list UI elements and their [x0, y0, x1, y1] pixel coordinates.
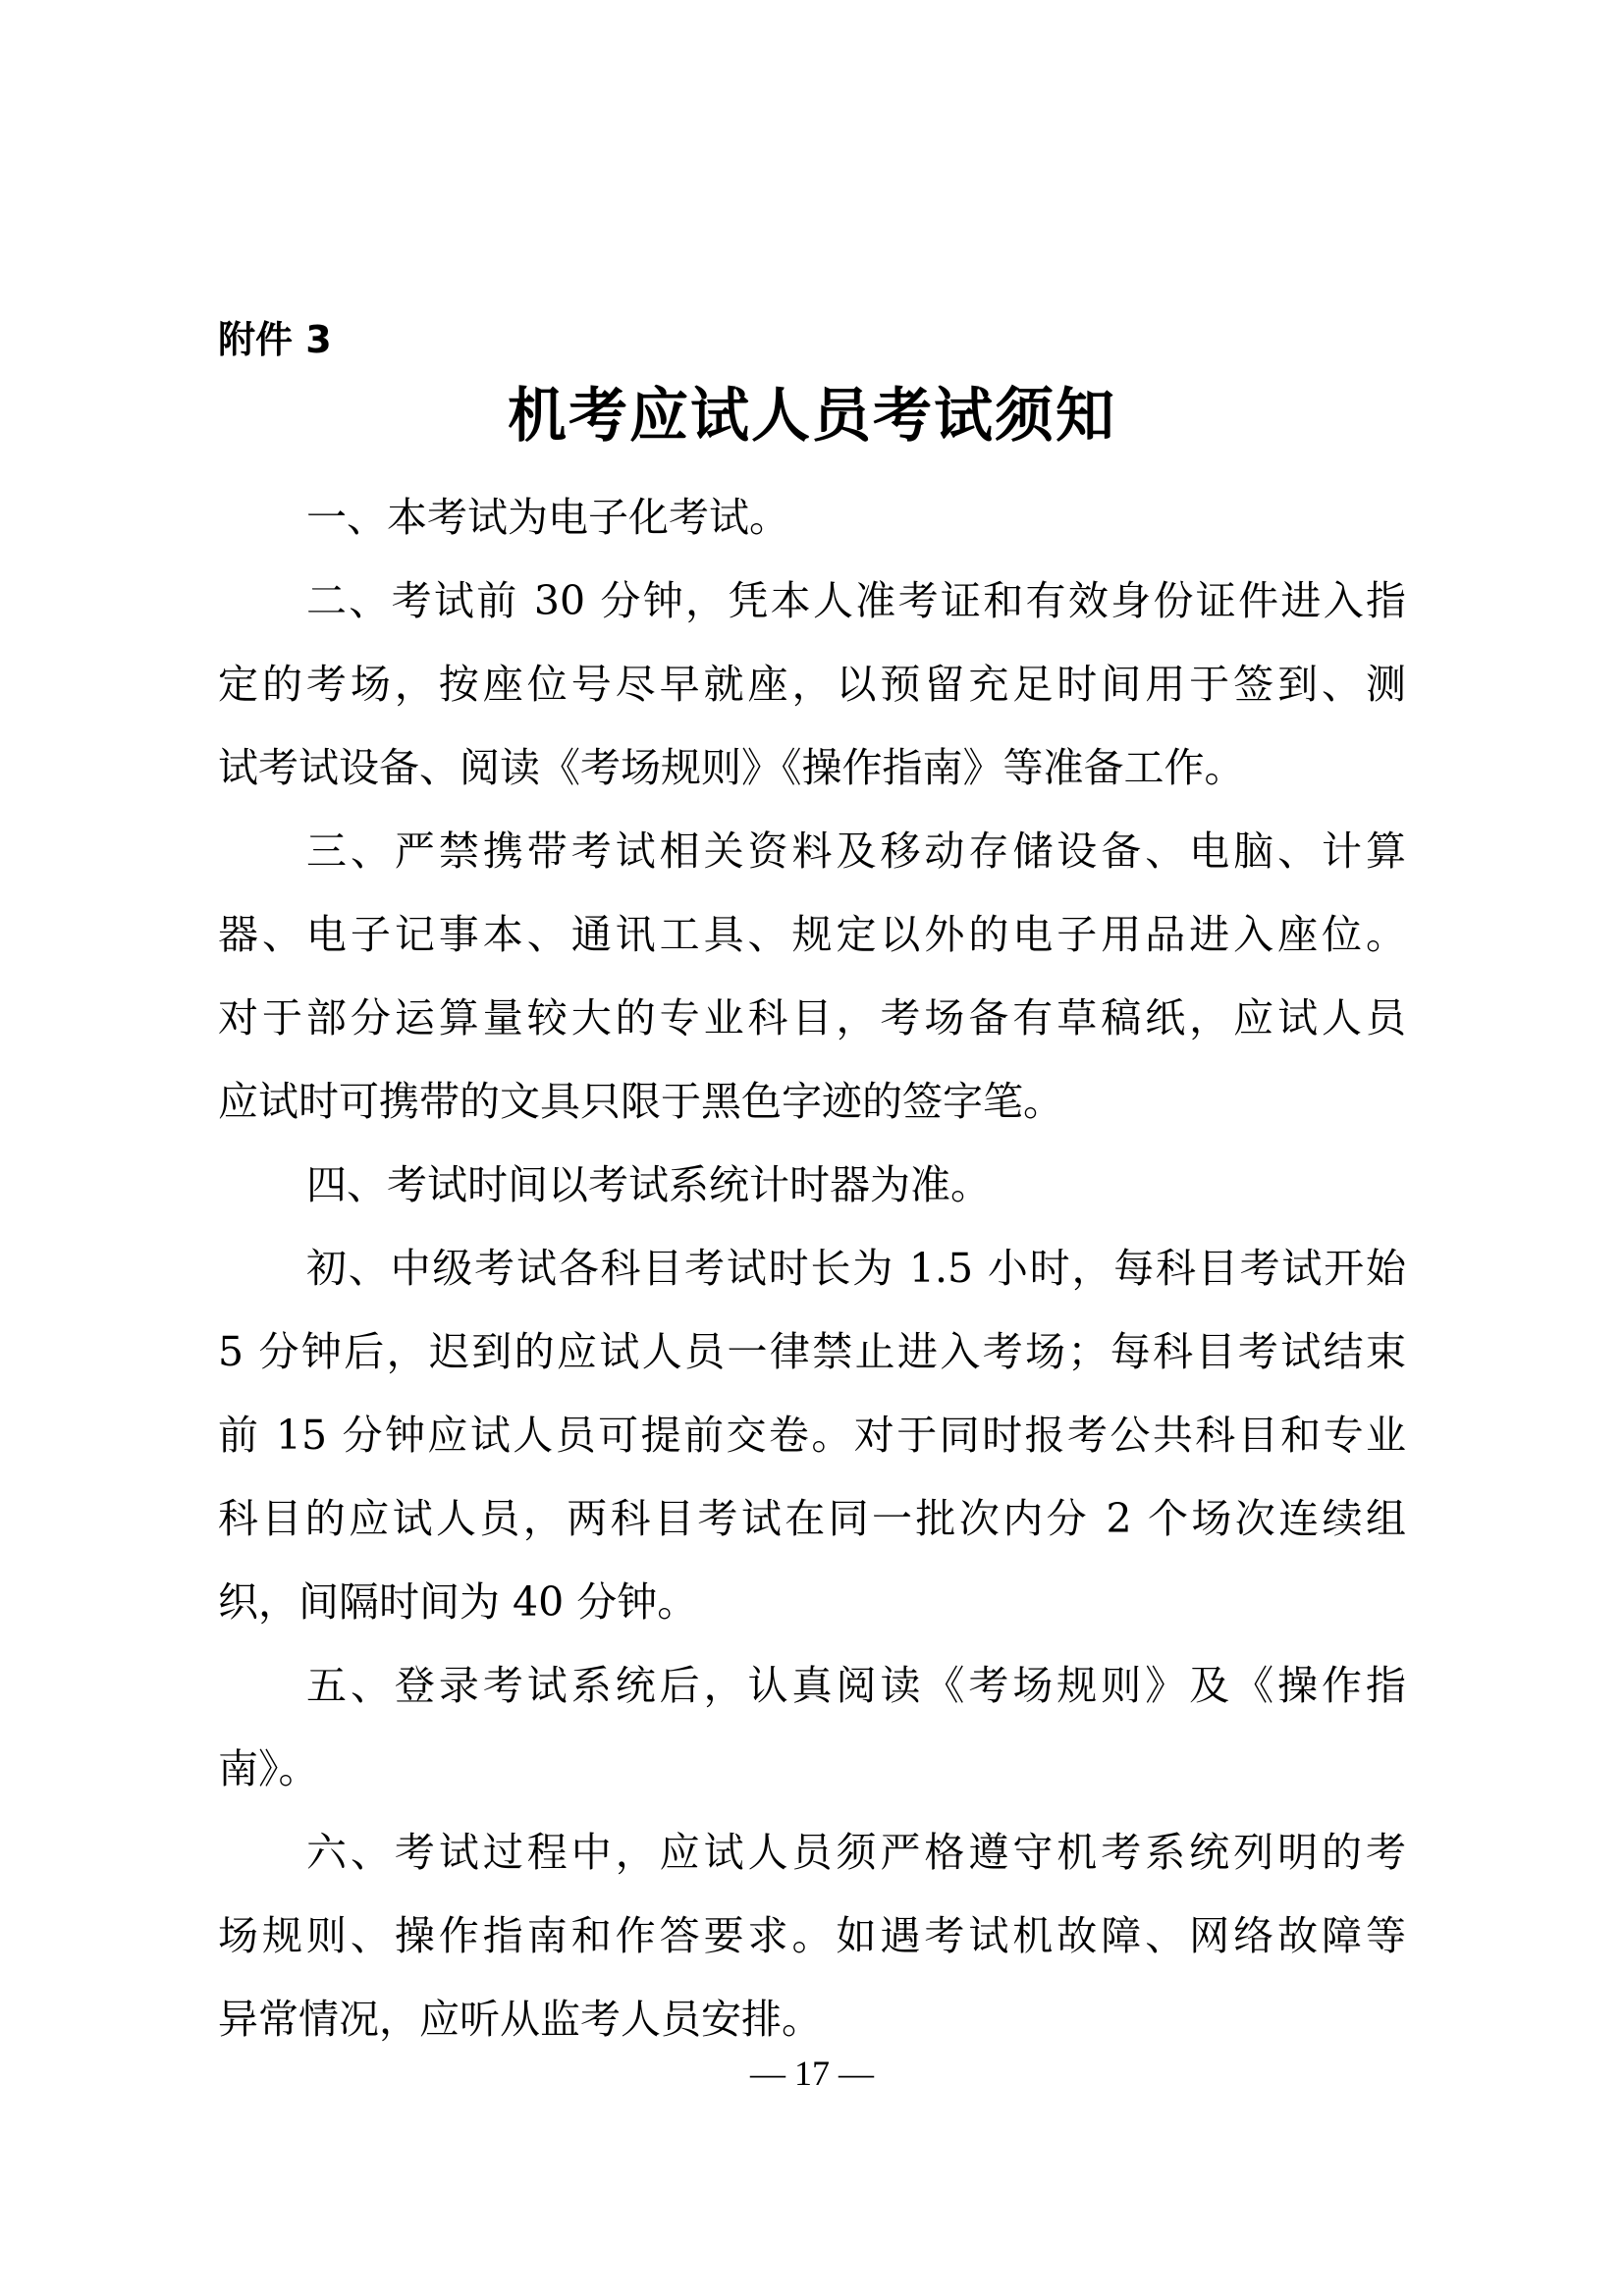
paragraph-2-line-2: 定的考场，按座位号尽早就座，以预留充足时间用于签到、测 [218, 661, 1406, 708]
paragraph-4-line-1: 四、考试时间以考试系统计时器为准。 [306, 1161, 991, 1208]
paragraph-1-line-1: 一、本考试为电子化考试。 [306, 494, 789, 541]
paragraph-2-line-1: 二、考试前 30 分钟，凭本人准考证和有效身份证件进入指 [306, 577, 1406, 624]
paragraph-5-line-5: 织，间隔时间为 40 分钟。 [218, 1578, 698, 1626]
paragraph-5-line-3: 前 15 分钟应试人员可提前交卷。对于同时报考公共科目和专业 [218, 1412, 1406, 1459]
document-title: 机考应试人员考试须知 [508, 382, 1116, 451]
page-number: — 17 — [750, 2054, 874, 2093]
paragraph-5-line-4: 科目的应试人员，两科目考试在同一批次内分 2 个场次连续组 [218, 1495, 1406, 1542]
paragraph-7-line-2: 场规则、操作指南和作答要求。如遇考试机故障、网络故障等 [218, 1912, 1406, 1959]
paragraph-3-line-4: 应试时可携带的文具只限于黑色字迹的签字笔。 [218, 1078, 1063, 1125]
paragraph-5-line-1: 初、中级考试各科目考试时长为 1.5 小时，每科目考试开始 [306, 1245, 1406, 1292]
paragraph-7-line-1: 六、考试过程中，应试人员须严格遵守机考系统列明的考 [306, 1829, 1406, 1876]
attachment-label: 附件 3 [218, 318, 332, 361]
paragraph-3-line-3: 对于部分运算量较大的专业科目，考场备有草稿纸，应试人员 [218, 994, 1406, 1041]
paragraph-2-line-3: 试考试设备、阅读《考场规则》《操作指南》等准备工作。 [218, 744, 1245, 791]
paragraph-3-line-2: 器、电子记事本、通讯工具、规定以外的电子用品进入座位。 [218, 911, 1406, 958]
paragraph-7-line-3: 异常情况，应听从监考人员安排。 [218, 1996, 822, 2043]
paragraph-6-line-1: 五、登录考试系统后，认真阅读《考场规则》及《操作指 [306, 1662, 1406, 1709]
paragraph-6-line-2: 南》。 [218, 1745, 319, 1792]
paragraph-3-line-1: 三、严禁携带考试相关资料及移动存储设备、电脑、计算 [306, 828, 1406, 875]
paragraph-5-line-2: 5 分钟后，迟到的应试人员一律禁止进入考场；每科目考试结束 [218, 1328, 1406, 1375]
